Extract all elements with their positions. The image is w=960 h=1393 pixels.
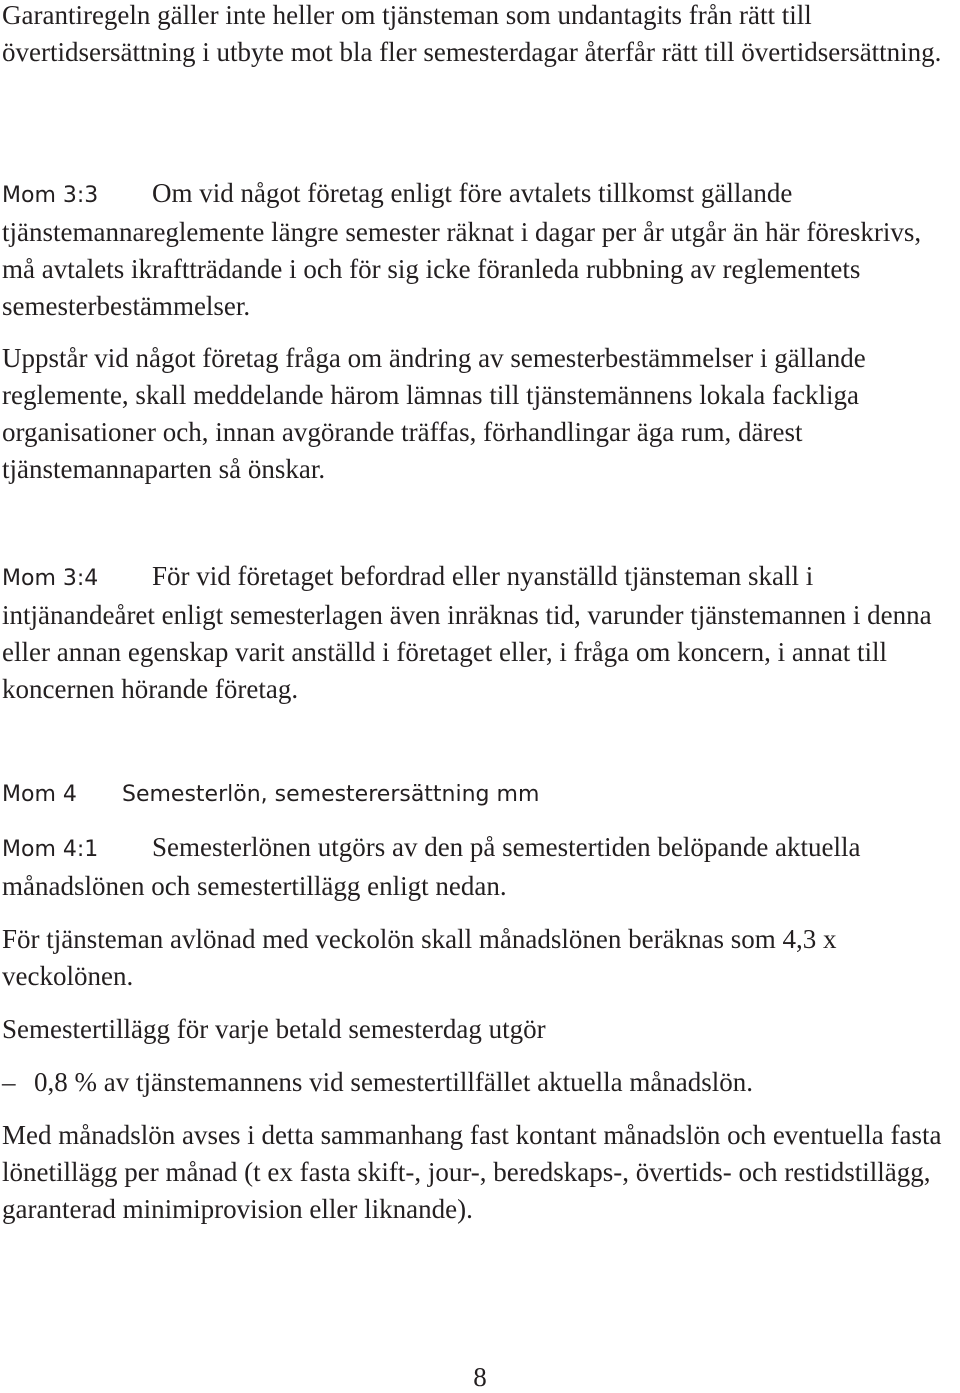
heading-label: Mom 4 [2,782,77,807]
section-text: För vid företaget befordrad eller nyanställd tjänsteman skall i intjänandeåret enligt semesterlagen även inräknas tid, varunder tjänstemannen i denna eller annan egenskap varit anställd i företaget eller, i fråga om koncern, i annat till koncernen hörande företag. [2,561,932,704]
intro-paragraph: Garantiregeln gäller inte heller om tjänsteman som undantagits från rätt till övertidsersättning i utbyte mot bla fler semesterdagar återfår rätt till övertidsersättning. [2,0,942,67]
dash-list-item [2,1064,956,1101]
section-label: Mom 3:4 [2,566,99,591]
section-label: Mom 3:3 [2,183,99,208]
section-mom-4-1 [2,829,956,905]
dash-bullet: – [2,1067,16,1097]
page-number: 8 [473,1362,487,1392]
mom-3-3-paragraph-2: Uppstår vid något företag fråga om ändring av semesterbestämmelser i gällande reglemente, skall meddelande härom lämnas till tjänstemännens lokala fackliga organisationer och, innan avgörande träffas, förhandlingar äga rum, därest tjänstemannaparten så önskar. [2,343,866,484]
section-heading-mom-4 [2,776,956,813]
section-text: Semesterlönen utgörs av den på semestertiden belöpande aktuella månadslönen och semestertillägg enligt nedan. [2,832,861,901]
section-mom-3-4 [2,558,956,708]
section-label: Mom 4:1 [2,837,99,862]
heading-title: Semesterlön, semesterersättning mm [122,782,540,807]
mom-4-1-paragraph-3: Semestertillägg för varje betald semesterdag utgör [2,1014,546,1044]
mom-4-1-paragraph-4: Med månadslön avses i detta sammanhang fast kontant månadslön och eventuella fasta lönetillägg per månad (t ex fasta skift-, jour-, beredskaps-, övertids- och restidstillägg, garanterad minimiprovision eller liknande). [2,1120,942,1224]
list-item-text: 0,8 % av tjänstemannens vid semestertillfället aktuella månadslön. [34,1067,754,1097]
section-mom-3-3 [2,175,956,325]
section-text: Om vid något företag enligt före avtalets tillkomst gällande tjänstemannareglemente längre semester räknat i dagar per år utgår än här föreskrivs, må avtalets ikraftträdande i och för sig icke föranleda rubbning av reglementets semesterbestämmelser. [2,178,922,321]
mom-4-1-paragraph-2: För tjänsteman avlönad med veckolön skall månadslönen beräknas som 4,3 x veckolönen. [2,924,837,991]
